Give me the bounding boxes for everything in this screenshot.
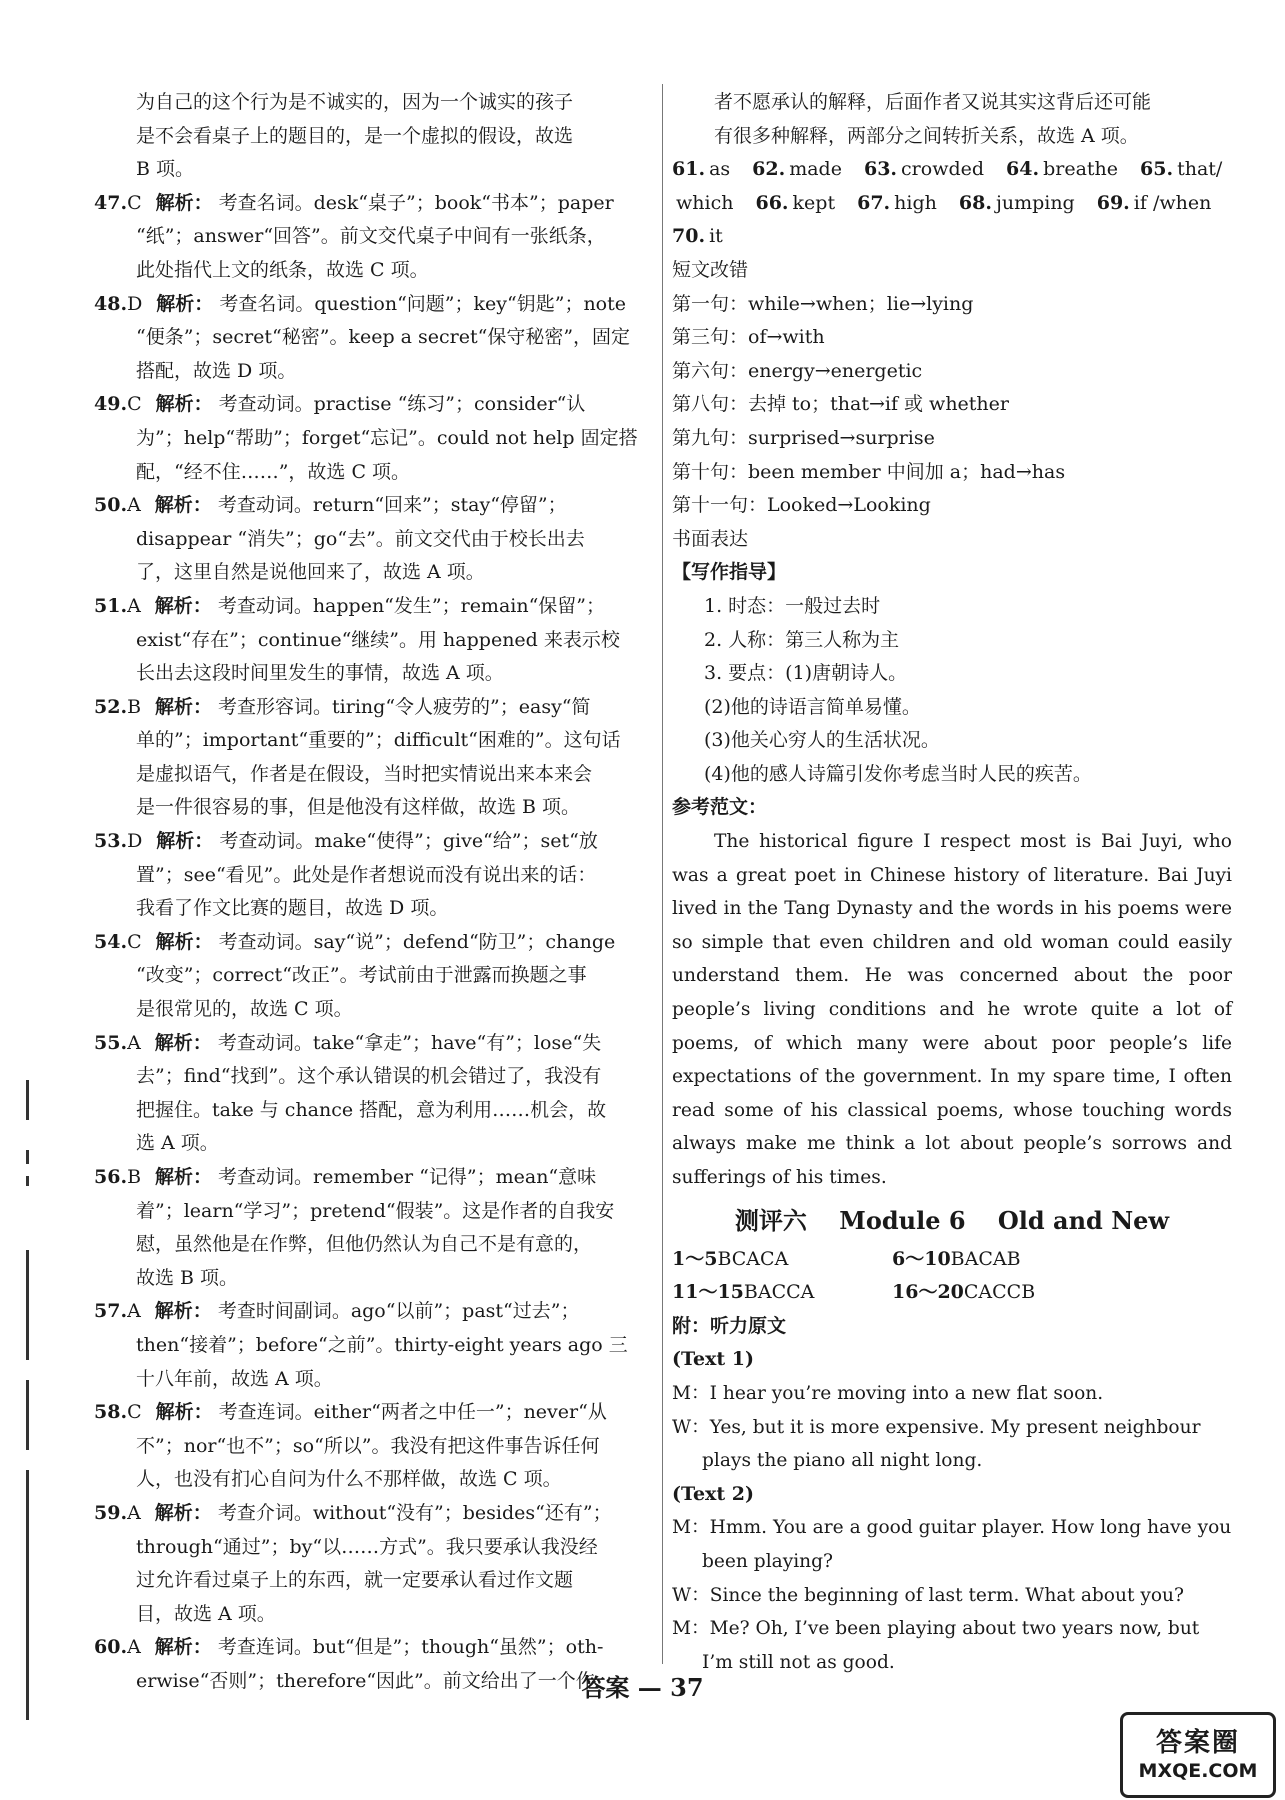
speaker: M： (672, 1618, 710, 1640)
module-name: Old and New (997, 1205, 1170, 1235)
guide-heading: 【写作指导】 (672, 561, 787, 584)
answer-entry (94, 691, 654, 825)
answer-letter: C (127, 1401, 142, 1424)
answer-entry (94, 288, 654, 389)
analysis-tag: 解析： (155, 1401, 213, 1424)
analysis-tag: 解析： (155, 393, 213, 416)
answer-letter: C (127, 191, 142, 214)
text-label: (Text 1) (672, 1348, 754, 1371)
key-answers: CACCB (963, 1281, 1036, 1304)
answer-entry (94, 1295, 654, 1396)
footer-label: 答案 (581, 1673, 630, 1702)
answer-entry (94, 1027, 654, 1161)
listening-answer-keys (672, 1243, 1232, 1310)
fill-answer (755, 187, 835, 221)
key-range: 11～15 (672, 1281, 744, 1304)
page-number: 37 (670, 1673, 704, 1702)
analysis-tag: 解析： (155, 930, 213, 953)
page-footer (0, 1668, 1285, 1703)
question-number: 54. (94, 930, 128, 953)
fill-word: jumping (995, 191, 1075, 214)
question-number: 60. (94, 1636, 128, 1659)
explanation-line: 此处指代上文的纸条，故选 C 项。 (136, 258, 429, 281)
question-number: 52. (94, 695, 128, 718)
dialogue-line (672, 1511, 1232, 1578)
key-answers: BCACA (717, 1247, 789, 1270)
entry-first-line (94, 1161, 654, 1195)
fill-answer (1006, 153, 1118, 187)
correction-item: 第十句：been member 中间加 a；had→has (672, 460, 1066, 483)
fill-answer (752, 153, 842, 187)
correction-heading: 短文改错 (672, 258, 749, 281)
answer-letter: A (127, 594, 141, 617)
entry-first-line (94, 1631, 654, 1665)
explanation-text: 考查介词。without“没有”；besides“还有”； (217, 1501, 612, 1524)
module-part-label: 测评六 (734, 1205, 807, 1235)
explanation-line: erwise“否则”；therefore“因此”。前文给出了一个作 (136, 1669, 595, 1692)
correction-item: 第十一句：Looked→Looking (672, 494, 931, 517)
utterance: Me? Oh, I’ve been playing about two years now, but I’m still not as good. (702, 1618, 1200, 1673)
module-number: Module 6 (839, 1205, 966, 1235)
explanation-line: 慰，虽然他是在作弊，但他仍然认为自己不是有意的， (136, 1233, 593, 1256)
question-number: 58. (94, 1401, 128, 1424)
analysis-tag: 解析： (154, 1300, 212, 1323)
question-number: 59. (94, 1501, 128, 1524)
explanation-line: 十八年前，故选 A 项。 (136, 1367, 333, 1390)
explanation-line: 我看了作文比赛的题目，故选 D 项。 (136, 897, 449, 920)
question-number: 55. (94, 1031, 128, 1054)
explanation-line: 配，“经不住……”，故选 C 项。 (136, 460, 411, 483)
analysis-tag: 解析： (156, 292, 214, 315)
fill-number: 61. (672, 158, 706, 181)
answer-entry (94, 825, 654, 926)
question-number: 51. (94, 594, 128, 617)
explanation-line: through“通过”；by“以……方式”。我只要承认我没经 (136, 1535, 598, 1558)
fill-number: 64. (1006, 158, 1040, 181)
intro-text (94, 86, 654, 187)
fill-in-answers (672, 153, 1232, 254)
answer-letter: C (127, 930, 142, 953)
key-item (672, 1243, 892, 1277)
intro-line: 为自己的这个行为是不诚实的，因为一个诚实的孩子 (136, 91, 574, 113)
fill-number: 62. (752, 158, 786, 181)
speaker: M： (672, 1382, 710, 1404)
entry-first-line (94, 489, 654, 523)
question-number: 47. (94, 191, 128, 214)
watermark-text-bottom: MXQE.COM (1138, 1760, 1258, 1782)
explanation-line: 单的”；important“重要的”；difficult“困难的”。这句话 (136, 729, 621, 752)
fill-answer (864, 153, 984, 187)
answer-entry (94, 489, 654, 590)
explanation-line: “纸”；answer“回答”。前文交代桌子中间有一张纸条， (136, 225, 606, 248)
key-answers: BACCA (743, 1281, 815, 1304)
explanation-line: 搭配，故选 D 项。 (136, 359, 297, 382)
speaker: M： (672, 1517, 710, 1539)
sample-essay (672, 825, 1232, 1195)
guide-item: (2)他的诗语言简单易懂。 (704, 695, 921, 718)
correction-item: 第九句：surprised→surprise (672, 426, 935, 449)
fill-number: 67. (857, 191, 891, 214)
explanation-line: 长出去这段时间里发生的事情，故选 A 项。 (136, 662, 504, 685)
explanation-text: 考查连词。but“但是”；though“虽然”；oth- (217, 1636, 604, 1659)
analysis-tag: 解析： (155, 1166, 213, 1188)
dialogue-line (672, 1411, 1232, 1478)
key-row (672, 1243, 1232, 1277)
explanation-line: 目，故选 A 项。 (136, 1602, 276, 1625)
guide-list (672, 590, 1232, 792)
utterance: Hmm. You are a good guitar player. How long have you been playing? (702, 1517, 1232, 1572)
explanation-line: 去”；find“找到”。这个承认错误的机会错过了，我没有 (136, 1065, 602, 1088)
question-number: 56. (94, 1166, 128, 1188)
entry-first-line (94, 590, 654, 624)
fill-answer (959, 187, 1075, 221)
fill-row (672, 220, 1232, 254)
answer-letter: A (127, 1300, 141, 1323)
explanation-line: 把握住。take 与 chance 搭配，意为利用……机会，故 (136, 1098, 607, 1121)
key-answers: BACAB (950, 1247, 1021, 1270)
answer-letter: A (127, 1636, 141, 1659)
explanation-line: disappear “消失”；go“去”。前文交代由于校长出去 (136, 527, 585, 550)
continued-explanation (672, 86, 1232, 153)
explanation-line: 不”；nor“也不”；so“所以”。我没有把这件事告诉任何 (136, 1434, 600, 1457)
answer-letter: C (127, 393, 142, 416)
correction-item: 第六句：energy→energetic (672, 359, 923, 382)
explanation-line: 选 A 项。 (136, 1132, 219, 1155)
correction-item: 第三句：of→with (672, 326, 825, 349)
key-item (892, 1243, 1112, 1277)
explanation-text: 考查时间副词。ago“以前”；past“过去”； (217, 1300, 580, 1323)
explanation-text: 考查动词。make“使得”；give“给”；set“放 (219, 830, 598, 853)
fill-number: 70. (672, 225, 706, 248)
dialogue-line (672, 1377, 1232, 1411)
speaker: W： (672, 1584, 710, 1606)
cont-line: 有很多种解释，两部分之间转折关系，故选 A 项。 (714, 124, 1139, 147)
fill-row (672, 187, 1232, 221)
fill-number: 65. (1140, 158, 1174, 181)
answer-entry (94, 1497, 654, 1631)
answer-letter: A (127, 1031, 141, 1054)
explanation-text: 考查动词。take“拿走”；have“有”；lose“失 (217, 1031, 602, 1054)
answer-entries (94, 187, 654, 1699)
key-range: 1～5 (672, 1247, 718, 1270)
question-number: 48. (94, 292, 128, 315)
fill-word: breathe (1043, 158, 1119, 181)
entry-first-line (94, 1497, 654, 1531)
explanation-line: 置”；see“看见”。此处是作者想说而没有说出来的话： (136, 863, 597, 886)
utterance: Yes, but it is more expensive. My present neighbour plays the piano all night long. (702, 1416, 1201, 1472)
answer-entry (94, 1161, 654, 1295)
intro-line: 是不会看桌子上的题目的，是一个虚拟的假设，故选 (136, 124, 574, 147)
analysis-tag: 解析： (155, 695, 213, 718)
explanation-text: 考查名词。question“问题”；key“钥匙”；note (219, 292, 626, 315)
column-divider (662, 84, 663, 1664)
listening-transcripts (672, 1343, 1232, 1679)
explanation-line: 人，也没有扪心自问为什么不那样做，故选 C 项。 (136, 1468, 562, 1491)
answer-letter: A (127, 494, 141, 517)
explanation-text: 考查动词。practise “练习”；consider“认 (218, 393, 586, 416)
fill-word: it (709, 225, 723, 248)
entry-first-line (94, 825, 654, 859)
key-item (892, 1276, 1112, 1310)
fill-word: kept (792, 191, 836, 214)
writing-heading: 书面表达 (672, 527, 749, 550)
explanation-line: 是很常见的，故选 C 项。 (136, 998, 353, 1021)
fill-answer (1140, 153, 1222, 187)
explanation-line: 着”；learn“学习”；pretend“假装”。这是作者的自我安 (136, 1199, 615, 1222)
explanation-text: 考查形容词。tiring“令人疲劳的”；easy“简 (218, 695, 591, 718)
guide-item: 1. 时态：一般过去时 (704, 594, 881, 617)
answer-entry (94, 590, 654, 691)
listening-heading: 附：听力原文 (672, 1314, 787, 1337)
explanation-line: 是一件很容易的事，但是他没有这样做，故选 B 项。 (136, 796, 581, 819)
utterance: I hear you’re moving into a new flat soon. (709, 1382, 1104, 1404)
analysis-tag: 解析： (154, 594, 212, 617)
explanation-line: 故选 B 项。 (136, 1266, 239, 1289)
explanation-line: “改变”；correct“改正”。考试前由于泄露而换题之事 (136, 964, 587, 987)
explanation-text: 考查名词。desk“桌子”；book“书本”；paper (218, 191, 614, 214)
module-title (672, 1199, 1232, 1243)
answer-letter: B (127, 1166, 142, 1188)
entry-first-line (94, 187, 654, 221)
analysis-tag: 解析： (154, 1031, 212, 1054)
answer-letter: A (127, 1501, 141, 1524)
fill-word: high (894, 191, 937, 214)
analysis-tag: 解析： (154, 494, 212, 517)
entry-first-line (94, 388, 654, 422)
intro-line: B 项。 (136, 158, 195, 181)
fill-answer (672, 153, 730, 187)
fill-number: 69. (1096, 191, 1130, 214)
guide-item: 2. 人称：第三人称为主 (704, 628, 900, 651)
question-number: 49. (94, 393, 128, 416)
fill-word: if /when (1133, 191, 1212, 214)
fill-word: as (709, 158, 731, 181)
entry-first-line (94, 691, 654, 725)
explanation-line: “便条”；secret“秘密”。keep a secret“保守秘密”，固定 (136, 326, 631, 349)
fill-word: which (676, 191, 734, 214)
footer-dash: — (637, 1673, 662, 1702)
explanation-text: 考查动词。return“回来”；stay“停留”； (217, 494, 567, 517)
essay-paragraph: The historical figure I respect most is Bai Juyi, who was a great poet in Chinese history of literature. Bai Juyi lived in the Tang Dynasty and the words in his poems were so simple that even children and old woman could easily understand them. He was concerned about the poor people’s living conditions and he wrote quite a lot of poems, of which many were about poor people’s life expectations of the government. In my spare time, I often read some of his classical poems, whose touching words always make me think a lot about people’s sorrows and sufferings of his times. (672, 831, 1232, 1188)
explanation-text: 考查连词。either“两者之中任一”；never“从 (218, 1401, 607, 1424)
analysis-tag: 解析： (154, 1636, 212, 1659)
explanation-line: then“接着”；before“之前”。thirty-eight years ago 三 (136, 1333, 628, 1356)
key-row (672, 1276, 1232, 1310)
correction-list (672, 288, 1232, 523)
fill-word: that/ (1177, 158, 1223, 181)
analysis-tag: 解析： (156, 830, 214, 853)
answer-entry (94, 388, 654, 489)
fill-number: 68. (958, 191, 992, 214)
question-number: 57. (94, 1300, 128, 1323)
key-range: 16～20 (892, 1281, 964, 1304)
explanation-line: exist“存在”；continue“继续”。用 happened 来表示校 (136, 628, 620, 651)
guide-item: (3)他关心穷人的生活状况。 (704, 729, 940, 752)
right-column (672, 86, 1232, 1679)
speaker: W： (672, 1416, 710, 1438)
cont-line: 者不愿承认的解释，后面作者又说其实这背后还可能 (714, 91, 1152, 113)
site-watermark-logo (1120, 1712, 1276, 1798)
guide-item: (4)他的感人诗篇引发你考虑当时人民的疾苦。 (704, 762, 1092, 785)
explanation-line: 为”；help“帮助”；forget“忘记”。could not help 固定搭 (136, 426, 638, 449)
analysis-tag: 解析： (155, 191, 213, 214)
question-number: 53. (94, 830, 128, 853)
entry-first-line (94, 1295, 654, 1329)
answer-letter: B (127, 695, 142, 718)
scan-margin-marks (20, 1080, 40, 1720)
fill-row (672, 153, 1232, 187)
key-item (672, 1276, 892, 1310)
correction-item: 第一句：while→when；lie→lying (672, 292, 974, 315)
answer-entry (94, 1396, 654, 1497)
answer-letter: D (127, 830, 143, 853)
explanation-line: 过允许看过桌子上的东西，就一定要承认看过作文题 (136, 1569, 574, 1592)
fill-number: 66. (755, 191, 789, 214)
utterance: Since the beginning of last term. What about you? (709, 1584, 1185, 1606)
explanation-line: 了，这里自然是说他回来了，故选 A 项。 (136, 561, 485, 584)
answer-entry (94, 187, 654, 288)
answer-letter: D (127, 292, 143, 315)
fill-word: made (789, 158, 842, 181)
question-number: 50. (94, 494, 128, 517)
answer-entry (94, 926, 654, 1027)
fill-word: crowded (901, 158, 985, 181)
fill-answer (672, 187, 733, 221)
explanation-text: 考查动词。remember “记得”；mean“意味 (218, 1166, 597, 1188)
fill-answer (1097, 187, 1212, 221)
fill-answer (857, 187, 937, 221)
text-label: (Text 2) (672, 1482, 754, 1505)
dialogue-line (672, 1579, 1232, 1613)
sample-heading: 参考范文： (672, 796, 768, 819)
explanation-line: 是虚拟语气，作者是在假设，当时把实情说出来本来会 (136, 762, 593, 785)
entry-first-line (94, 1396, 654, 1430)
fill-number: 63. (863, 158, 898, 181)
explanation-text: 考查动词。happen“发生”；remain“保留”； (217, 594, 606, 617)
entry-first-line (94, 926, 654, 960)
analysis-tag: 解析： (154, 1501, 212, 1524)
explanation-text: 考查动词。say“说”；defend“防卫”；change (218, 930, 616, 953)
correction-item: 第八句：去掉 to；that→if 或 whether (672, 393, 1009, 416)
fill-answer (672, 220, 723, 254)
guide-item: 3. 要点：(1)唐朝诗人。 (704, 662, 908, 685)
left-column (94, 86, 654, 1699)
watermark-text-top: 答案圈 (1155, 1728, 1240, 1758)
entry-first-line (94, 1027, 654, 1061)
entry-first-line (94, 288, 654, 322)
key-range: 6～10 (892, 1247, 951, 1270)
